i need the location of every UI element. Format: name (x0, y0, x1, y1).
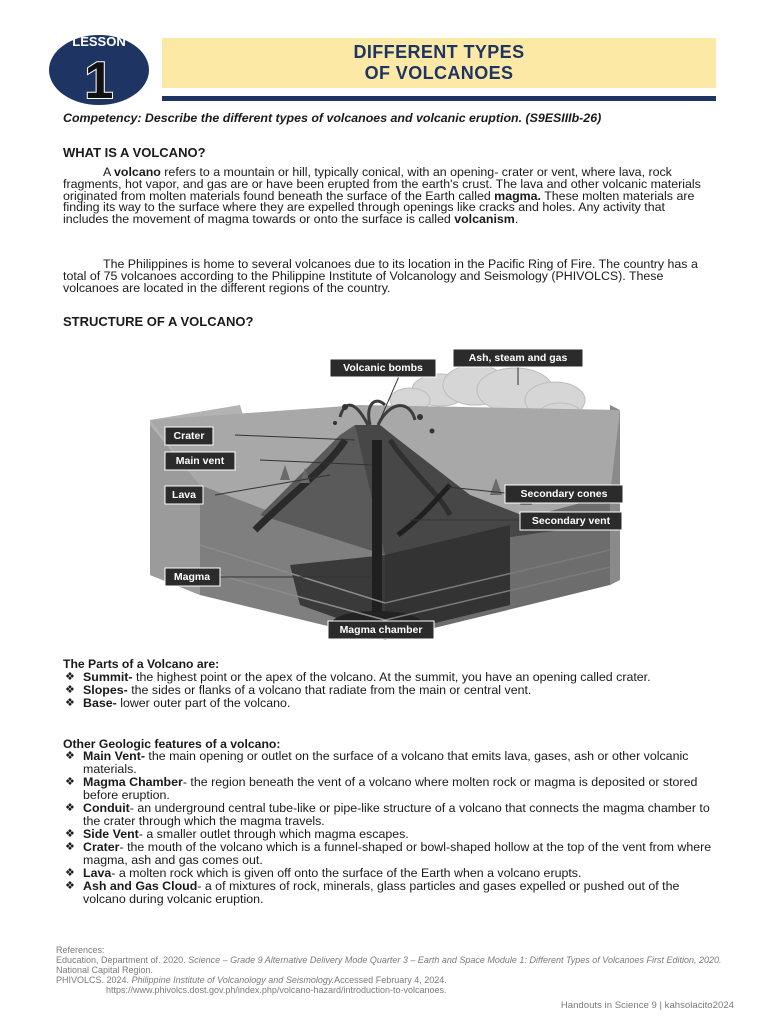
list-item-term: Conduit (83, 801, 130, 815)
list-item-desc: - a molten rock which is given off onto the surface of the Earth when a volcano erupts. (111, 866, 582, 880)
parts-list (63, 671, 713, 710)
list-item-desc: lower outer part of the volcano. (116, 696, 291, 710)
term-magma: magma. (494, 188, 541, 203)
references-heading: References: (56, 945, 105, 955)
bullet-icon: ❖ (65, 841, 75, 853)
references (56, 945, 726, 995)
list-item-term: Main Vent- (83, 749, 145, 763)
bullet-icon: ❖ (65, 697, 75, 709)
list-item-desc: - an underground central tube-like or pipe-like structure of a volcano that connects the magma chamber to the crater through which the magma travels. (83, 801, 710, 828)
page-footer: Handouts in Science 9 | kahsolacito2024 (560, 1000, 734, 1011)
title-divider (162, 96, 716, 101)
list-item (63, 776, 713, 802)
lesson-number: 1 (84, 52, 114, 106)
label-text: Magma (173, 571, 211, 583)
reference-1 (56, 955, 726, 975)
bullet-icon: ❖ (65, 867, 75, 879)
text-run: . (514, 212, 519, 227)
volcano-structure-diagram (140, 345, 630, 645)
list-item (63, 841, 713, 867)
label-text: Crater (173, 430, 205, 442)
title-banner (162, 38, 716, 88)
list-item-term: Slopes- (83, 683, 128, 697)
text-run: National Capital Region. (56, 965, 154, 975)
label-ash-steam-gas (453, 349, 583, 367)
text-run: Accessed February 4, 2024. (334, 975, 447, 985)
label-main-vent (165, 452, 235, 470)
label-text: Ash, steam and gas (468, 352, 568, 364)
list-item-desc: the sides or flanks of a volcano that radiate from the main or central vent. (127, 683, 532, 697)
label-text: Magma chamber (339, 624, 423, 636)
other-features-heading: Other Geologic features of a volcano: (63, 737, 281, 751)
text-run: A (103, 165, 115, 179)
list-item-term: Crater (83, 840, 120, 854)
list-item-desc: - the region beneath the vent of a volcano where molten rock or magma is deposited or stored before eruption. (83, 775, 698, 802)
term-volcanism: volcanism (454, 212, 515, 227)
bullet-icon: ❖ (65, 684, 75, 696)
text-run: Education, Department of. 2020. (56, 955, 189, 965)
label-lava (165, 486, 203, 504)
text-run: refers to a mountain or hill, typically conical, with an opening- crater or vent, where lava, rock fragments, hot vapor, and gas are or have been erupted from the earth's crust. The lava and other volcanic materials originated from molten materials found beneath the surface of the Earth called (63, 165, 701, 203)
label-secondary-vent (520, 512, 622, 530)
other-features-list (63, 750, 713, 906)
section-heading-what-is: WHAT IS A VOLCANO? (63, 145, 206, 160)
label-secondary-cones (505, 485, 623, 503)
list-item (63, 697, 713, 710)
page-title (162, 42, 716, 84)
reference-title: Philippine Institute of Volcanology and Seismology. (131, 975, 335, 985)
section-heading-structure: STRUCTURE OF A VOLCANO? (63, 314, 254, 329)
list-item-term: Base- (83, 696, 117, 710)
text-run: The Philippines is home to several volcanoes due to its location in the Pacific Ring of Fire. The country has a total of 75 volcanoes according to the Philippine Institute of Volcanology and Seismology (PHIVOLCS). These volcanoes are located in the different regions of the country. (63, 257, 698, 295)
label-text: Secondary vent (531, 515, 611, 527)
label-text: Volcanic bombs (343, 362, 423, 374)
lesson-badge (47, 28, 151, 106)
label-crater (165, 427, 213, 445)
title-line-2: OF VOLCANOES (364, 63, 514, 83)
bullet-icon: ❖ (65, 802, 75, 814)
list-item-desc: - the mouth of the volcano which is a funnel-shaped or bowl-shaped hollow at the top of the vent from where magma, ash and gas comes out. (83, 840, 712, 867)
list-item-term: Magma Chamber (83, 775, 183, 789)
bullet-icon: ❖ (65, 828, 75, 840)
list-item-term: Summit- (83, 670, 133, 684)
label-volcanic-bombs (330, 359, 436, 377)
list-item-term: Side Vent (83, 827, 139, 841)
label-text: Main vent (175, 455, 225, 467)
reference-title: Science – Grade 9 Alternative Delivery Mode Quarter 3 – Earth and Space Module 1: Different Types of Volcanoes First Edition, 2020. (188, 955, 722, 965)
list-item-desc: - a smaller outlet through which magma escapes. (138, 827, 409, 841)
label-magma-chamber (328, 621, 434, 639)
paragraph-volcano-definition (63, 167, 707, 226)
bullet-icon: ❖ (65, 880, 75, 892)
bullet-icon: ❖ (65, 750, 75, 762)
lesson-label: LESSON (72, 34, 126, 49)
text-run: These molten materials are finding its way to the surface where they are expelled through openings like cracks and holes. Any activity that includes the movement of magma towards or onto the surface is called (63, 188, 695, 227)
list-item (63, 750, 713, 776)
list-item-desc: - a of mixtures of rock, minerals, glass particles and gases expelled or pushed out of the volcano during volcanic eruption. (83, 879, 680, 906)
list-item-term: Lava (83, 866, 112, 880)
list-item-term: Ash and Gas Cloud (83, 879, 198, 893)
paragraph-philippines (63, 259, 707, 294)
bullet-icon: ❖ (65, 671, 75, 683)
list-item-desc: the highest point or the apex of the volcano. At the summit, you have an opening called crater. (132, 670, 651, 684)
title-line-1: DIFFERENT TYPES (353, 42, 525, 62)
reference-2 (56, 975, 726, 985)
parts-heading: The Parts of a Volcano are: (63, 657, 220, 671)
bullet-icon: ❖ (65, 776, 75, 788)
list-item-desc: the main opening or outlet on the surface of a volcano that emits lava, gases, ash or other volcanic materials. (83, 749, 689, 776)
reference-link[interactable]: https://www.phivolcs.dost.gov.ph/index.php/volcano-hazard/introduction-to-volcanoes. (106, 985, 447, 995)
list-item (63, 802, 713, 828)
label-text: Lava (172, 489, 196, 501)
label-magma (165, 568, 220, 586)
term-volcano: volcano (114, 165, 161, 179)
list-item (63, 880, 713, 906)
text-run: PHIVOLCS. 2024. (56, 975, 132, 985)
label-text: Secondary cones (520, 488, 608, 500)
competency-statement: Competency: Describe the different types of volcanoes and volcanic eruption. (S9ESIIIb-26) (63, 111, 602, 125)
